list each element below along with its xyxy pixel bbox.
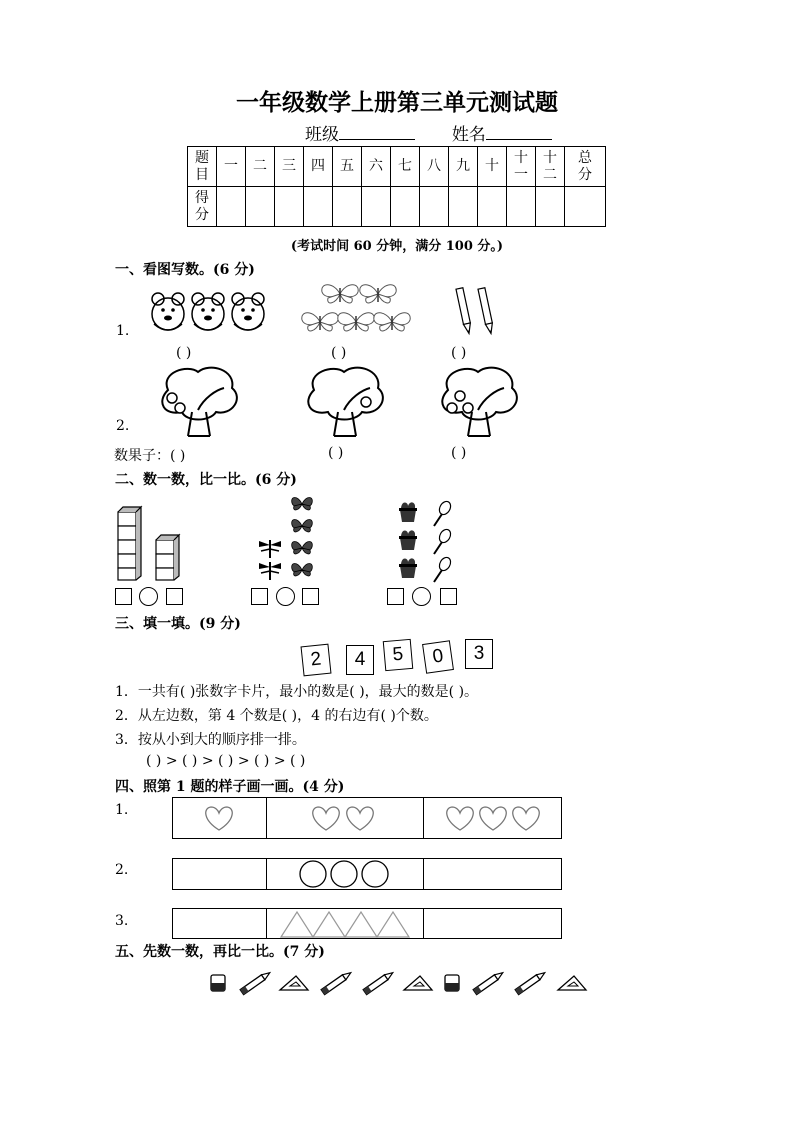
answer-box[interactable]	[387, 588, 404, 605]
flower-pot-icon	[399, 558, 417, 578]
s4-q3-label: 3.	[115, 913, 129, 929]
triangle-shape	[377, 912, 409, 937]
score-row-header: 得 分	[188, 187, 217, 227]
answer-paren[interactable]: ( )	[451, 345, 467, 361]
butterfly-icon	[292, 520, 313, 532]
number-card: 5	[383, 639, 414, 671]
heart-icon	[313, 807, 340, 830]
butterfly-icon	[338, 313, 374, 331]
col-header: 一	[217, 147, 246, 187]
butterfly-icon	[360, 285, 396, 303]
name-blank[interactable]	[486, 125, 552, 140]
s3-line-3: 3．按从小到大的顺序排一排。	[115, 732, 306, 748]
answer-box[interactable]	[251, 588, 268, 605]
score-cell[interactable]	[391, 187, 420, 227]
heart-icon	[347, 807, 374, 830]
set-square-icon	[558, 976, 586, 990]
trees-picture	[148, 364, 528, 444]
cube-stacks-picture	[110, 500, 190, 584]
col-header: 十	[478, 147, 507, 187]
score-cell[interactable]	[478, 187, 507, 227]
s3-line-2: 2．从左边数，第 4 个数是( )，4 的右边有( )个数。	[115, 708, 438, 724]
draw-row-2	[172, 858, 562, 890]
triangles-picture	[173, 909, 563, 938]
answer-box[interactable]	[115, 588, 132, 605]
circle-shape	[331, 861, 357, 887]
butterfly-icon	[374, 313, 410, 331]
s3-line-1: 1．一共有( )张数字卡片，最小的数是( )，最大的数是( )。	[115, 684, 479, 700]
score-row-header: 题 目	[188, 147, 217, 187]
pencil-icon	[473, 970, 504, 994]
mouse-icon	[232, 293, 264, 330]
class-label: 班级	[305, 125, 339, 145]
triangle-shape	[281, 912, 313, 937]
tree-icon	[442, 368, 517, 436]
butterfly-icon	[322, 285, 358, 303]
score-table	[187, 146, 606, 227]
sharpener-icon	[211, 975, 225, 991]
answer-paren[interactable]: ( )	[331, 345, 347, 361]
triangle-shape	[345, 912, 377, 937]
dragonfly-icon	[259, 540, 281, 558]
triangle-shape	[313, 912, 345, 937]
number-card: 2	[301, 644, 332, 677]
pots-icecream-picture	[394, 496, 458, 584]
circle-shape	[300, 861, 326, 887]
compare-circle[interactable]	[139, 587, 158, 606]
col-header: 九	[449, 147, 478, 187]
col-header: 十 一	[507, 147, 536, 187]
name-label: 姓名	[451, 125, 486, 145]
compare-circle[interactable]	[412, 587, 431, 606]
col-header: 总 分	[565, 147, 606, 187]
pencil-icon	[456, 288, 472, 334]
cube-stack-3	[156, 535, 179, 580]
tree-icon	[162, 368, 237, 436]
ice-cream-icon	[434, 527, 453, 554]
draw-row-1	[172, 797, 562, 839]
s1-q1-label: 1.	[116, 323, 130, 339]
mouse-icon	[192, 293, 224, 330]
heart-icon	[480, 807, 507, 830]
score-cell[interactable]	[362, 187, 391, 227]
pencil-icon	[321, 970, 352, 994]
answer-paren[interactable]: ( )	[176, 345, 192, 361]
answer-paren[interactable]: ( )	[328, 445, 344, 461]
draw-row-3	[172, 908, 562, 939]
order-line[interactable]: ( ) > ( ) > ( ) > ( ) > ( )	[146, 753, 306, 769]
pencil-icon	[240, 970, 271, 994]
tree-icon	[308, 368, 383, 436]
set-square-icon	[404, 976, 432, 990]
number-card: 4	[346, 645, 374, 675]
butterfly-icon	[302, 313, 338, 331]
sharpener-icon	[445, 975, 459, 991]
number-card: 3	[465, 639, 493, 669]
heart-icon	[447, 807, 474, 830]
score-cell[interactable]	[565, 187, 606, 227]
circle-shape	[362, 861, 388, 887]
score-cell[interactable]	[217, 187, 246, 227]
section-3-title: 三、填一填。(9 分)	[115, 616, 241, 632]
heart-icon	[513, 807, 540, 830]
score-cell[interactable]	[275, 187, 304, 227]
stationery-row	[200, 966, 600, 1002]
answer-box[interactable]	[302, 588, 319, 605]
section-4-title: 四、照第 1 题的样子画一画。(4 分)	[115, 779, 345, 795]
score-cell[interactable]	[507, 187, 536, 227]
section-2-title: 二、数一数，比一比。(6 分)	[115, 472, 297, 488]
ice-cream-icon	[434, 499, 453, 526]
col-header: 六	[362, 147, 391, 187]
pencil-icon	[515, 970, 546, 994]
score-cell[interactable]	[449, 187, 478, 227]
set-square-icon	[280, 976, 308, 990]
score-cell[interactable]	[536, 187, 565, 227]
compare-circle[interactable]	[276, 587, 295, 606]
student-info	[305, 120, 552, 145]
score-cell[interactable]	[246, 187, 275, 227]
ice-cream-icon	[434, 555, 453, 582]
butterfly-icon	[292, 542, 313, 554]
pencil-icon	[478, 288, 494, 334]
col-header: 三	[275, 147, 304, 187]
mice-picture	[140, 282, 280, 338]
heart-icon	[206, 807, 233, 830]
score-cell[interactable]	[304, 187, 333, 227]
answer-paren[interactable]: ( )	[451, 445, 467, 461]
fruit-count-label[interactable]: 数果子：( )	[114, 448, 186, 464]
butterfly-icon	[292, 498, 313, 510]
insects-picture	[256, 492, 320, 582]
class-blank[interactable]	[339, 125, 415, 140]
col-header: 八	[420, 147, 449, 187]
s4-q1-label: 1.	[115, 802, 129, 818]
col-header: 十 二	[536, 147, 565, 187]
s4-q2-label: 2.	[115, 862, 129, 878]
circles-picture	[173, 859, 563, 889]
exam-note: (考试时间 60 分钟，满分 100 分。)	[290, 239, 504, 254]
score-cell[interactable]	[420, 187, 449, 227]
cube-stack-5	[118, 507, 141, 580]
col-header: 四	[304, 147, 333, 187]
col-header: 二	[246, 147, 275, 187]
flower-pot-icon	[399, 530, 417, 550]
hearts-picture	[173, 798, 563, 838]
answer-box[interactable]	[440, 588, 457, 605]
section-5-title: 五、先数一数，再比一比。(7 分)	[115, 944, 325, 960]
s1-q2-label: 2.	[116, 418, 130, 434]
col-header: 五	[333, 147, 362, 187]
pencil-icon	[363, 970, 394, 994]
dragonfly-icon	[259, 562, 281, 580]
flower-pot-icon	[399, 502, 417, 522]
butterflies-picture	[298, 278, 418, 338]
number-card: 0	[422, 640, 454, 674]
col-header: 七	[391, 147, 420, 187]
score-cell[interactable]	[333, 187, 362, 227]
answer-box[interactable]	[166, 588, 183, 605]
page-title: 一年级数学上册第三单元测试题	[236, 89, 558, 116]
pencils-picture	[448, 284, 504, 338]
butterfly-icon	[292, 564, 313, 576]
section-1-title: 一、看图写数。(6 分)	[115, 262, 255, 278]
mouse-icon	[152, 293, 184, 330]
